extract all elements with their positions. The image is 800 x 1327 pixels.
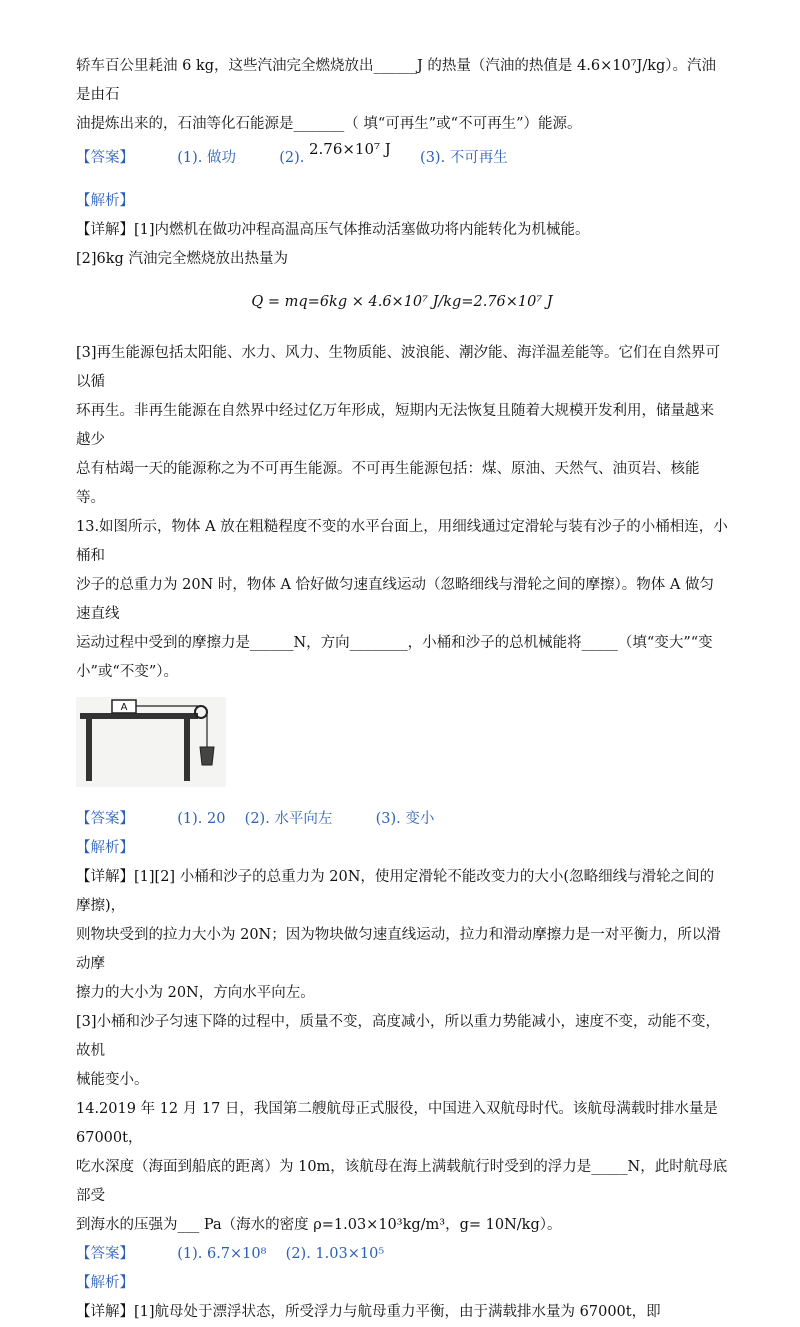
answer-label: 【答案】	[76, 1246, 134, 1262]
q13-answer	[76, 805, 728, 834]
answer-label: 【答案】	[76, 150, 134, 166]
detail-label: 【详解】	[76, 222, 134, 238]
q13-text-line3: 运动过程中受到的摩擦力是______N，方向________，小桶和沙子的总机械能将_____（填“变大”“变	[76, 635, 713, 651]
q13-detail-p2b: 械能变小。	[76, 1072, 149, 1088]
q14-text-line1: 14.2019 年 12 月 17 日，我国第二艘航母正式服役，中国进入双航母时代。该航母满载时排水量是 67000t，	[76, 1101, 718, 1146]
q12-answer	[76, 140, 728, 173]
q14-text-line2: 吃水深度（海面到船底的距离）为 10m，该航母在海上满载航行时受到的浮力是_____N，此时航母底部受	[76, 1159, 728, 1204]
q13-text-line1: 13.如图所示，物体 A 放在粗糙程度不变的水平台面上，用细线通过定滑轮与装有沙子的小桶相连，小桶和	[76, 519, 728, 564]
q12-detail-p3a: [3]再生能源包括太阳能、水力、风力、生物质能、波浪能、潮汐能、海洋温差能等。它们在自然界可以循	[76, 345, 721, 390]
analysis-label: 【解析】	[76, 193, 134, 209]
q12-detail-p2: [2]6kg 汽油完全燃烧放出热量为	[76, 251, 288, 267]
answer-item-2-value: 2.76×10⁷ J	[308, 140, 391, 158]
answer-item-2: (2). 1.03×10⁵	[285, 1246, 385, 1262]
q12-text-line2: 油提炼出来的，石油等化石能源是_______（ 填“可再生”或“不可再生”）能源。	[76, 116, 582, 132]
q12-formula: Q = mq=6kg × 4.6×10⁷ J/kg=2.76×10⁷ J	[251, 294, 553, 310]
answer-item-1: (1). 20	[177, 811, 226, 827]
q13-detail-p1b: 则物块受到的拉力大小为 20N；因为物块做匀速直线运动，拉力和滑动摩擦力是一对平衡力，所以滑动摩	[76, 927, 721, 972]
answer-item-1: (1). 6.7×10⁸	[177, 1246, 267, 1262]
detail-label: 【详解】	[76, 869, 134, 885]
analysis-label: 【解析】	[76, 840, 134, 856]
q13-text-line4: 小”或“不变”）。	[76, 664, 178, 680]
document-page	[76, 52, 728, 1327]
analysis-label: 【解析】	[76, 1275, 134, 1291]
q14-answer	[76, 1240, 728, 1269]
q14-text-line3: 到海水的压强为___ Pa（海水的密度 ρ=1.03×10³kg/m³，g= 10N/kg）。	[76, 1217, 562, 1233]
q13-detail-p1a: 【详解】[1][2] 小桶和沙子的总重力为 20N，使用定滑轮不能改变力的大小(忽略细线与滑轮之间的摩擦)，	[76, 869, 715, 914]
table-pulley-figure	[76, 697, 226, 787]
q14-detail-p1: 【详解】[1]航母处于漂浮状态，所受浮力与航母重力平衡，由于满载排水量为 67000t，即	[76, 1304, 661, 1320]
block-a-label: A	[120, 702, 128, 713]
answer-label: 【答案】	[76, 811, 134, 827]
q12-detail-p3b: 环再生。非再生能源在自然界中经过亿万年形成，短期内无法恢复且随着大规模开发利用，储量越来越少	[76, 403, 714, 448]
q12-detail-p3c: 总有枯竭一天的能源称之为不可再生能源。不可再生能源包括：煤、原油、天然气、油页岩、核能等。	[76, 461, 700, 506]
answer-item-2: (2). 水平向左	[244, 811, 333, 827]
answer-item-3: (3). 变小	[375, 811, 435, 827]
answer-item-2-prefix: (2).	[279, 150, 305, 166]
answer-item-1: (1). 做功	[177, 150, 236, 166]
q12-text-line1: 轿车百公里耗油 6 kg，这些汽油完全燃烧放出______J 的热量（汽油的热值是 4.6×10⁷J/kg）。汽油是由石	[76, 58, 717, 103]
q13-detail-p1c: 擦力的大小为 20N，方向水平向左。	[76, 985, 315, 1001]
q13-detail-p2a: [3]小桶和沙子匀速下降的过程中，质量不变，高度减小，所以重力势能减小，速度不变，动能不变，故机	[76, 1014, 721, 1059]
q12-detail-p1: 【详解】[1]内燃机在做功冲程高温高压气体推动活塞做功将内能转化为机械能。	[76, 222, 590, 238]
q13-text-line2: 沙子的总重力为 20N 时，物体 A 恰好做匀速直线运动（忽略细线与滑轮之间的摩擦）。物体 A 做匀速直线	[76, 577, 714, 622]
answer-item-3: (3). 不可再生	[420, 150, 508, 166]
detail-label: 【详解】	[76, 1304, 134, 1320]
